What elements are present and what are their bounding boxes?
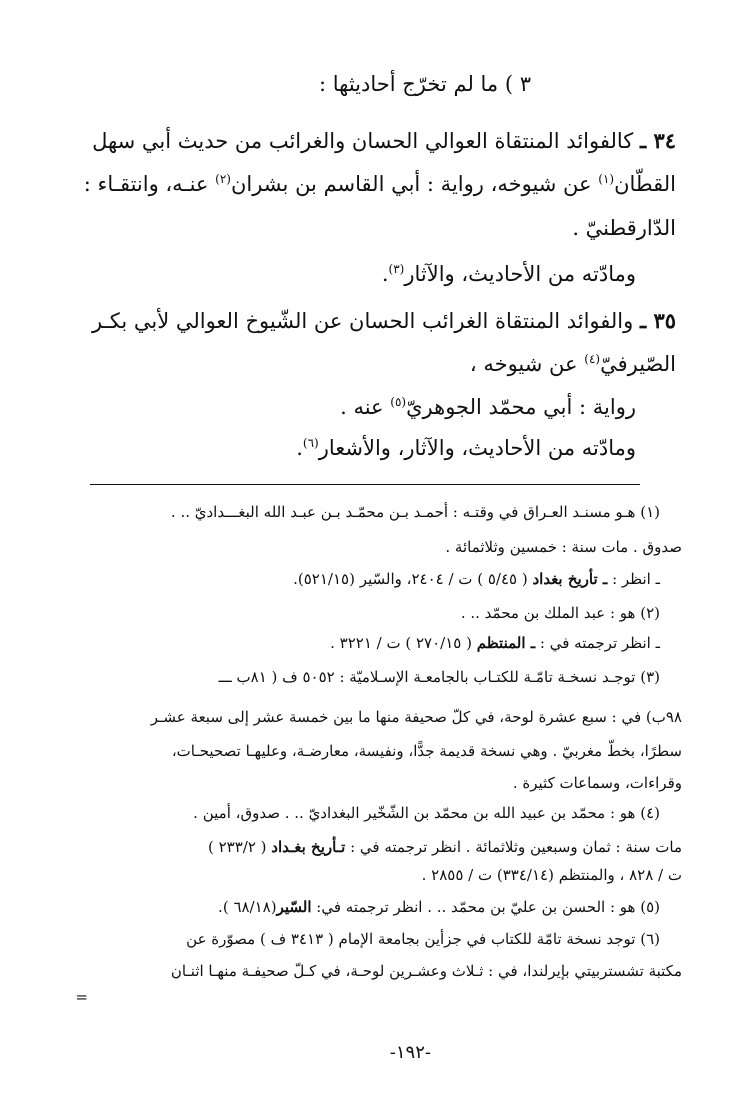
book-title: تـأريخ بغـداد [271,838,346,856]
footnote-text: ـ انظر : [612,570,660,588]
narrator-name: القطّان [614,172,676,196]
entry-text: عنـه، وانتقـاء : [83,172,209,196]
entry-text: . [381,262,389,286]
footnote-marker: (٥) [390,395,407,409]
footnote-marker: (٢) [215,172,231,186]
footnote-marker: (٤) [584,352,601,366]
footnote-continuation-mark: = [75,988,88,1006]
footnote-1-line-1: (١) هـو مسنـد العـراق في وقتـه : أحمـد بـن محمّـد بـن عبـد الله البغـــداديّ .. . [170,503,660,521]
footnote-2-line-1: (٢) هو : عبد الملك بن محمّد .. . [460,604,660,622]
footnote-marker: (٦) [302,436,319,450]
footnote-text: ت / ٨٢٨ ، والمنتظم [558,866,682,884]
footnote-marker: (٣) [388,262,405,276]
footnote-text: (٣٣٤/١٤) ت / ٢٨٥٥ . [421,866,554,884]
entry-34-line-4 [382,262,636,286]
entry-text: ومادّته من الأحاديث، والآثار [404,262,636,286]
book-title: ـ تأريخ بغداد [532,570,608,588]
footnote-text: (٦٨/١٨ ). [218,898,277,916]
footnote-text: (٥) هو : الحسن بن عليّ بن محمّد .. . انظر ترجمته في: [316,898,660,916]
entry-34-line-2 [84,172,676,196]
footnote-text: ( ٥/٤٥ ) ت / ٢٤٠٤، والسّير (٥٢١/١٥). [293,570,528,588]
footnote-text: مات سنة : ثمان وسبعين وثلاثمائة . انظر ترجمته في : [350,838,682,856]
entry-35-line-4 [296,436,636,460]
entry-number: ٣٤ ـ [639,128,676,153]
section-heading: ٣ ) ما لم تخرّج أحاديثها : [319,72,531,96]
footnote-5-line-1 [218,898,660,916]
footnote-marker: (١) [598,172,615,186]
entry-text: ومادّته من الأحاديث، والآثار، والأشعار [318,436,636,460]
entry-35-line-1 [92,308,676,333]
footnote-text: ( ٢٣٣/٢ ) [207,838,267,856]
book-title: ـ المنتظم [476,634,536,652]
entry-text: رواية : أبي محمّد الجوهريّ [406,395,636,419]
footnote-3-line-3: سطرًا، بخطّ مغربيّ . وهي نسخة قديمة جدًّا، ونفيسة، معارضـة، وعليهـا تصحيحـات، [171,742,682,760]
footnote-3-line-2: ٩٨ب) في : سبع عشرة لوحة، في كلّ صحيفة منها ما بين خمسة عشر إلى سبعة عشـر [150,708,682,726]
footnote-divider [90,484,640,485]
entry-text: عن شيوخه ، [469,352,578,376]
footnote-text: ( ٢٧٠/١٥ ) ت / ٣٢٢١ . [330,634,472,652]
footnote-1-line-2: صدوق . مات سنة : خمسين وثلاثمائة . [445,538,682,556]
footnote-3-line-4: وقراءات، وسماعات كثيرة . [512,774,682,792]
footnote-6-line-1: (٦) توجد نسخة تامّة للكتاب في جزأين بجامعة الإمام ( ٣٤١٣ ف ) مصوّرة عن [186,930,660,948]
footnote-4-line-1: (٤) هو : محمّد بن عبيد الله بن محمّد بن الشّخّير البغداديّ .. . صدوق، أمين . [193,804,660,822]
footnote-3-line-1: (٣) توجـد نسخـة تامّـة للكتـاب بالجامعـة الإسـلاميّة : ٥٠٥٢ ف ( ٨١ب ـــ [218,668,660,686]
entry-text: . [296,436,303,460]
footnote-1-line-3 [293,570,660,588]
footnote-2-line-2 [330,634,660,652]
entry-35-line-2 [470,352,676,376]
entry-34-line-3: الدّارقطنيّ . [572,216,676,240]
entry-text: كالفوائد المنتقاة العوالي الحسان والغرائب من حديث أبي سهل [92,129,634,153]
narrator-name: الصّيرفيّ [600,352,676,376]
page-number: -١٩٢- [389,1042,431,1063]
footnote-4-line-3 [422,866,682,884]
entry-number: ٣٥ ـ [639,308,676,333]
footnote-4-line-2 [208,838,682,856]
entry-text: عن شيوخه، رواية : أبي القاسم بن بشران [230,172,592,196]
footnote-6-line-2: مكتبة تشستربيتي بإيرلندا، في : ثـلاث وعشـرين لوحـة، في كـلّ صحيفـة منهـا اثنـان [170,962,682,980]
book-title: السّير [276,898,312,916]
footnote-text: ـ انظر ترجمته في : [539,634,660,652]
entry-text: والفوائد المنتقاة الغرائب الحسان عن الشّيوخ العوالي لأبي بكـر [91,309,634,333]
entry-35-line-3 [340,395,636,419]
entry-34-line-1 [92,128,676,153]
entry-text: عنه . [340,395,384,419]
